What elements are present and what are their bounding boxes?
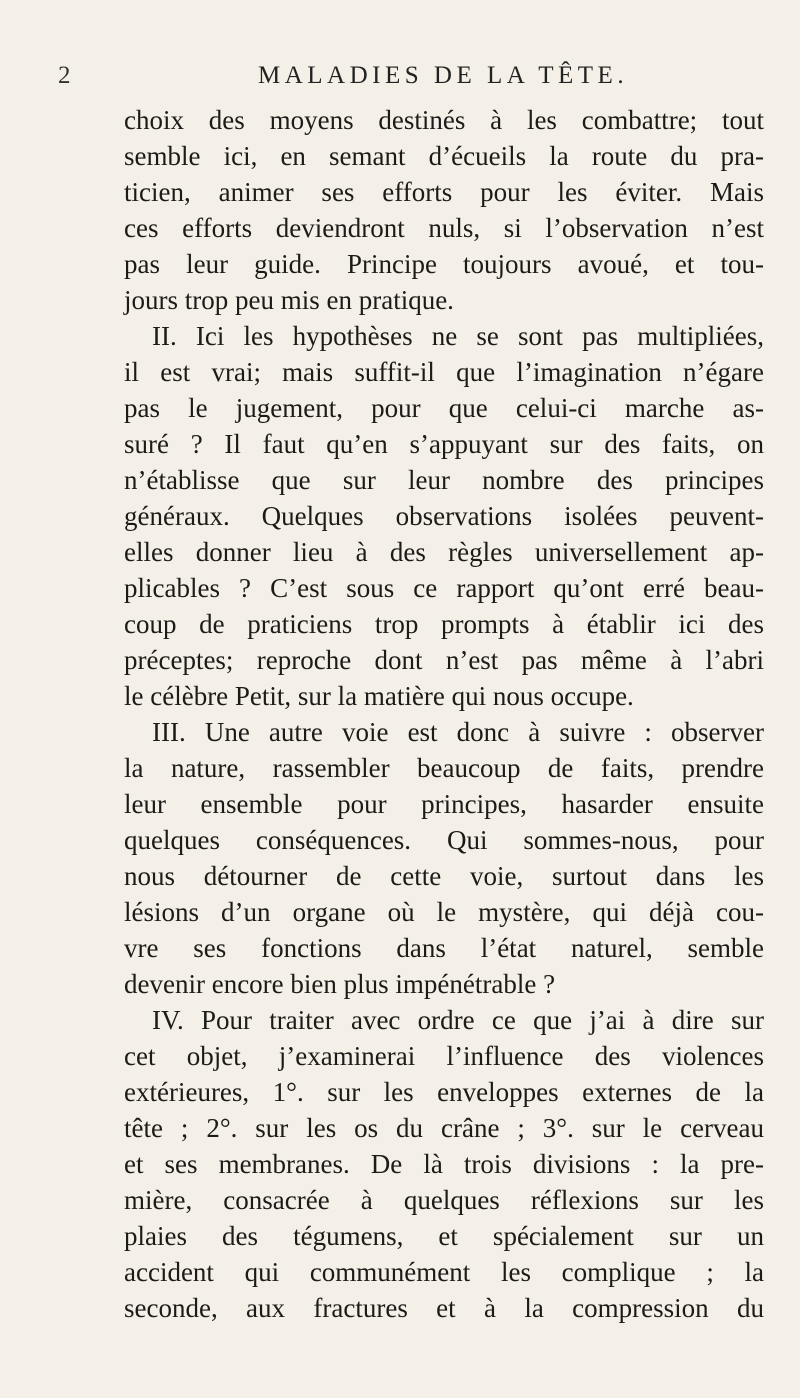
text-line: III. Une autre voie est donc à suivre : observer — [152, 717, 764, 747]
text-line: devenir encore bien plus impénétrable ? — [124, 969, 556, 999]
text-line: pas leur guide. Principe toujours avoué, et tou- — [124, 249, 764, 279]
text-line: jours trop peu mis en pratique. — [124, 285, 454, 315]
text-line: pas le jugement, pour que celui-ci marche as- — [124, 393, 764, 423]
text-line: II. Ici les hypothèses ne se sont pas multipliées, — [152, 321, 764, 351]
text-line: préceptes; reproche dont n’est pas même à l’abri — [124, 645, 764, 675]
text-line: plicables ? C’est sous ce rapport qu’ont erré beau- — [124, 573, 764, 603]
text-line: n’établisse que sur leur nombre des principes — [124, 465, 764, 495]
text-line: vre ses fonctions dans l’état naturel, semble — [124, 933, 764, 963]
text-line: le célèbre Petit, sur la matière qui nous occupe. — [124, 681, 634, 711]
text-line: ticien, animer ses efforts pour les éviter. Mais — [124, 177, 764, 207]
text-line: plaies des tégumens, et spécialement sur un — [124, 1221, 764, 1251]
text-line: il est vrai; mais suffit-il que l’imagination n’égare — [124, 357, 764, 387]
text-line: accident qui communément les complique ; la — [124, 1257, 764, 1287]
page-number: 2 — [58, 62, 71, 89]
text-line: suré ? Il faut qu’en s’appuyant sur des faits, on — [124, 429, 764, 459]
text-line: seconde, aux fractures et à la compression du — [124, 1293, 764, 1323]
text-line: généraux. Quelques observations isolées peuvent- — [124, 501, 764, 531]
text-line: elles donner lieu à des règles universellement ap- — [124, 537, 764, 567]
text-line: semble ici, en semant d’écueils la route du pra- — [124, 141, 764, 171]
text-line: et ses membranes. De là trois divisions : la pre- — [124, 1149, 764, 1179]
text-line: lésions d’un organe où le mystère, qui déjà cou- — [124, 897, 764, 927]
text-line: la nature, rassembler beaucoup de faits, prendre — [124, 753, 764, 783]
text-line: quelques conséquences. Qui sommes-nous, pour — [124, 825, 764, 855]
text-line: extérieures, 1°. sur les enveloppes externes de la — [124, 1077, 764, 1107]
text-line: nous détourner de cette voie, surtout dans les — [124, 861, 764, 891]
text-line: cet objet, j’examinerai l’influence des violences — [124, 1041, 764, 1071]
running-title: MALADIES DE LA TÊTE. — [258, 62, 629, 89]
page-header — [58, 58, 758, 94]
text-line: choix des moyens destinés à les combattre; tout — [124, 105, 764, 135]
text-line: leur ensemble pour principes, hasarder ensuite — [124, 789, 764, 819]
body-text — [124, 102, 764, 1326]
text-line: ces efforts deviendront nuls, si l’observation n’est — [124, 213, 764, 243]
text-line: IV. Pour traiter avec ordre ce que j’ai à dire sur — [152, 1005, 764, 1035]
text-line: mière, consacrée à quelques réflexions sur les — [124, 1185, 764, 1215]
text-line: coup de praticiens trop prompts à établir ici des — [124, 609, 764, 639]
text-line: tête ; 2°. sur les os du crâne ; 3°. sur le cerveau — [124, 1113, 764, 1143]
